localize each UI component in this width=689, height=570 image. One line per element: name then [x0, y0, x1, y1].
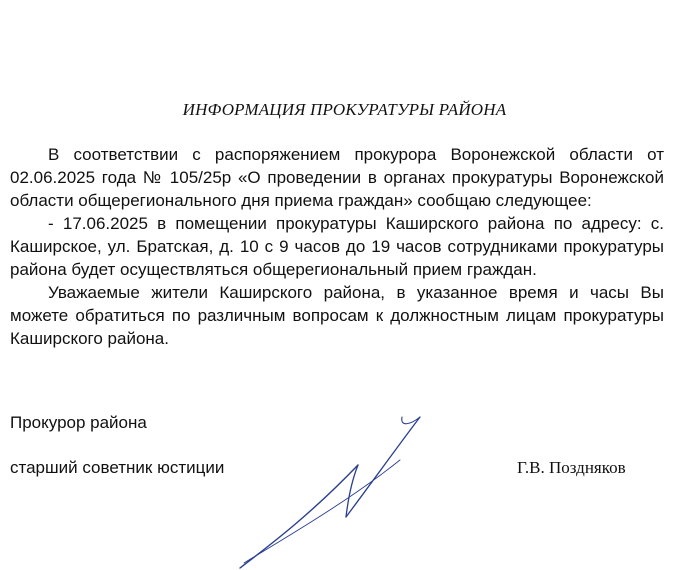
paragraph-intro: В соответствии с распоряжением прокурора Воронежской области от 02.06.2025 года № 105/25р «О проведении в органах прокуратуры Воронежской области общерегионального дня приема граждан» сообщаю следующее:: [10, 145, 664, 210]
paragraph-schedule: - 17.06.2025 в помещении прокуратуры Каширского района по адресу: с. Каширское, ул. Братская, д. 10 с 9 часов до 19 часов сотрудниками прокуратуры района будет осуществляться общерегиональный прием граждан.: [10, 214, 664, 279]
signatory-position: Прокурор района: [10, 413, 147, 432]
handwritten-signature: [230, 405, 440, 570]
document-title: ИНФОРМАЦИЯ ПРОКУРАТУРЫ РАЙОНА: [182, 100, 507, 119]
signatory-name: Г.В. Поздняков: [517, 458, 626, 477]
paragraph-address-residents: Уважаемые жители Каширского района, в указанное время и часы Вы можете обратиться по различным вопросам к должностным лицам прокуратуры Каширского района.: [10, 283, 664, 348]
signatory-rank: старший советник юстиции: [10, 458, 225, 477]
document-body: [10, 143, 664, 350]
